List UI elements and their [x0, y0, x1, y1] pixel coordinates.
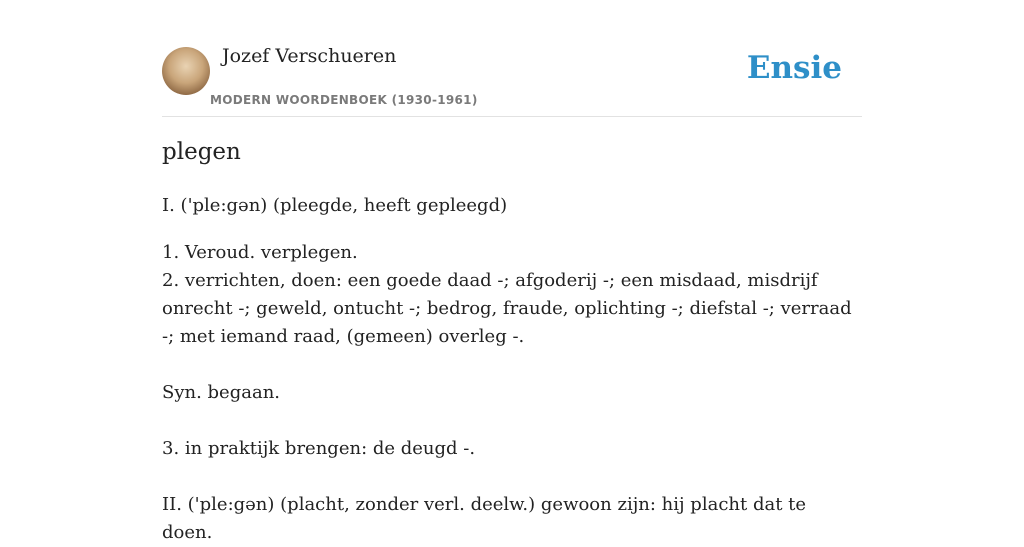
spacer: [162, 407, 862, 435]
page-container: [162, 0, 862, 543]
definition-line: Syn. begaan.: [162, 382, 281, 403]
page-title: plegen: [162, 139, 241, 165]
author-avatar[interactable]: [162, 47, 210, 95]
spacer: [162, 351, 862, 379]
spacer: [162, 463, 862, 491]
definition-line: 1. Veroud. verplegen.: [162, 242, 358, 263]
brand-logo[interactable]: Ensie: [746, 50, 842, 86]
source-label[interactable]: MODERN WOORDENBOEK (1930-1961): [210, 93, 478, 107]
entry-header: [162, 0, 862, 117]
definition-line: II. ('ple:gən) (placht, zonder verl. deelw.) gewoon zijn: hij placht dat te doen.: [162, 494, 807, 543]
definition-line: I. ('ple:gən) (pleegde, heeft gepleegd): [162, 195, 508, 216]
definition-line: 3. in praktijk brengen: de deugd -.: [162, 438, 476, 459]
definition-body: [162, 192, 862, 547]
definition-line: 2. verrichten, doen: een goede daad -; afgoderij -; een misdaad, misdrijf onrecht -; geweld, ontucht -; bedrog, fraude, oplichting -; diefstal -; verraad -; met iemand raad, (gemeen) overleg -.: [162, 270, 852, 347]
author-name[interactable]: Jozef Verschueren: [222, 45, 397, 67]
